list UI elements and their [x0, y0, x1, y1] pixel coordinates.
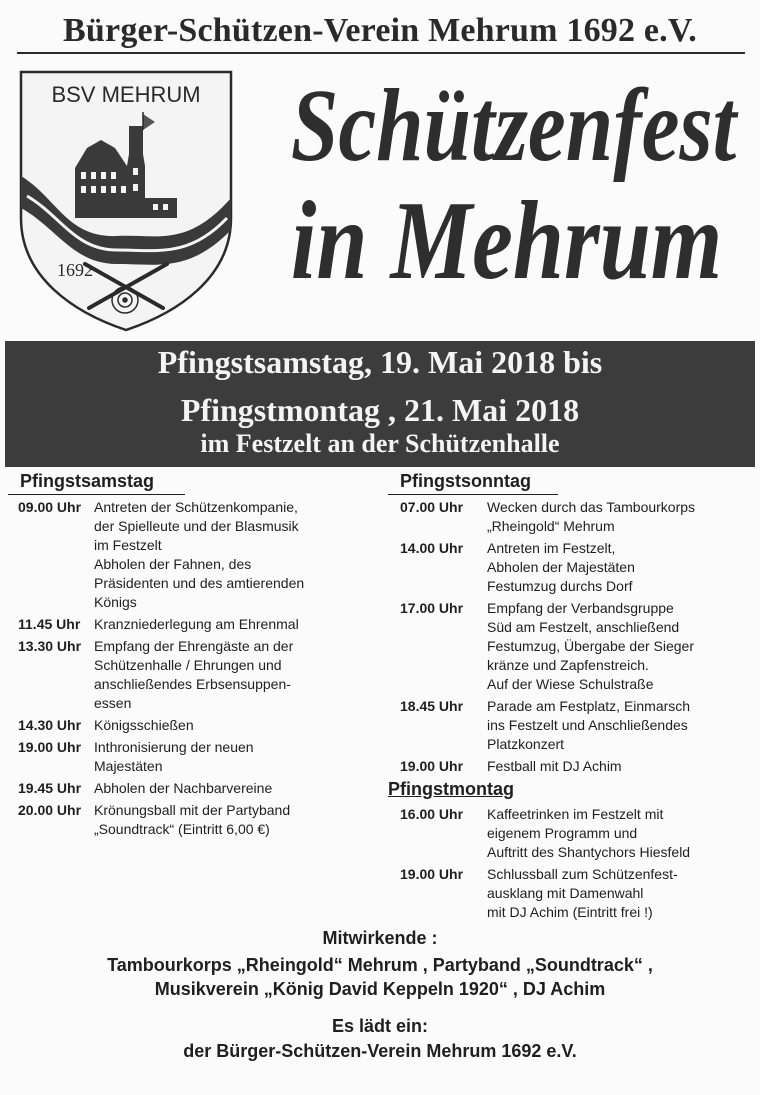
schedule-item	[8, 615, 378, 634]
headline-line-2: in Mehrum	[290, 179, 723, 303]
event-time: 07.00 Uhr	[400, 499, 464, 515]
banner-line-1: Pfingstsamstag, 19. Mai 2018 bis	[157, 344, 603, 380]
event-time: 13.30 Uhr	[18, 638, 82, 654]
event-description: Empfang der Verbandsgruppe Süd am Festzelt, anschließend Festumzug, Übergabe der Sieger kränze und Zapfenstreich. Auf der Wiese Schulstraße	[487, 600, 694, 692]
event-description: Abholen der Nachbarvereine	[94, 780, 273, 796]
event-description: Empfang der Ehrengäste an der Schützenhalle / Ehrungen und anschließendes Erbsensuppen- essen	[94, 638, 294, 711]
schedule-item	[8, 716, 378, 735]
event-time: 20.00 Uhr	[18, 802, 82, 818]
saturday-heading: Pfingstsamstag	[8, 470, 185, 495]
organization-title: Bürger-Schützen-Verein Mehrum 1692 e.V.	[63, 12, 697, 49]
schedule-item	[388, 697, 758, 754]
schedule-item	[388, 599, 758, 694]
invite-line: der Bürger-Schützen-Verein Mehrum 1692 e.V.	[183, 1041, 577, 1061]
schedule-item	[8, 779, 378, 798]
event-description: Antreten im Festzelt, Abholen der Majestäten Festumzug durchs Dorf	[487, 540, 635, 594]
headline-line-1: Schützenfest	[290, 68, 737, 183]
schedule-item	[8, 738, 378, 776]
event-time: 17.00 Uhr	[400, 600, 464, 616]
event-description: Krönungsball mit der Partyband „Soundtrack“ (Eintritt 6,00 €)	[94, 802, 291, 837]
event-time: 18.45 Uhr	[400, 698, 464, 714]
event-time: 14.00 Uhr	[400, 540, 464, 556]
event-description: Königsschießen	[94, 717, 194, 733]
event-description: Inthronisierung der neuen Majestäten	[94, 739, 254, 774]
schedule-item	[8, 801, 378, 839]
event-time: 19.45 Uhr	[18, 780, 82, 796]
contributors-line-2: Musikverein „König David Keppeln 1920“ , DJ Achim	[154, 979, 606, 999]
club-emblem	[17, 68, 235, 334]
sunday-heading: Pfingstsonntag	[388, 470, 558, 495]
event-time: 19.00 Uhr	[400, 758, 464, 774]
saturday-schedule	[8, 470, 378, 839]
emblem-year: 1692	[57, 260, 93, 280]
banner-line-2: Pfingstmontag , 21. Mai 2018	[180, 392, 580, 428]
invite-title: Es lädt ein:	[331, 1016, 429, 1036]
contributors-title: Mitwirkende :	[322, 928, 438, 948]
banner-line-3: im Festzelt an der Schützenhalle	[200, 429, 560, 458]
schedule-item	[388, 865, 758, 922]
event-time: 19.00 Uhr	[400, 866, 464, 882]
schedule-item	[8, 498, 378, 612]
schedule-item	[388, 757, 758, 776]
schedule-item	[8, 637, 378, 713]
sunday-monday-schedule	[388, 470, 758, 922]
event-description: Wecken durch das Tambourkorps „Rheingold“ Mehrum	[487, 499, 696, 534]
date-banner	[5, 341, 755, 467]
schedule-item	[388, 805, 758, 862]
emblem-label: BSV MEHRUM	[51, 82, 201, 107]
event-description: Festball mit DJ Achim	[487, 758, 622, 774]
event-time: 11.45 Uhr	[18, 616, 81, 632]
contributors-line-1: Tambourkorps „Rheingold“ Mehrum , Partyband „Soundtrack“ ,	[107, 955, 653, 975]
event-time: 19.00 Uhr	[18, 739, 82, 755]
event-description: Kaffeetrinken im Festzelt mit eigenem Programm und Auftritt des Shantychors Hiesfeld	[487, 806, 691, 860]
event-time: 16.00 Uhr	[400, 806, 464, 822]
event-description: Schlussball zum Schützenfest- ausklang mit Damenwahl mit DJ Achim (Eintritt frei !)	[487, 866, 678, 920]
event-description: Kranzniederlegung am Ehrenmal	[94, 616, 299, 632]
schedule-item	[388, 498, 758, 536]
event-description: Parade am Festplatz, Einmarsch ins Festzelt und Anschließendes Platzkonzert	[487, 698, 691, 752]
schedule-item	[388, 539, 758, 596]
title-underline	[17, 52, 745, 54]
event-time: 09.00 Uhr	[18, 499, 82, 515]
event-time: 14.30 Uhr	[18, 717, 82, 733]
event-description: Antreten der Schützenkompanie, der Spielleute und der Blasmusik im Festzelt Abholen der Fahnen, des Präsidenten und des amtierenden Königs	[94, 499, 305, 610]
monday-heading: Pfingstmontag	[388, 779, 514, 799]
